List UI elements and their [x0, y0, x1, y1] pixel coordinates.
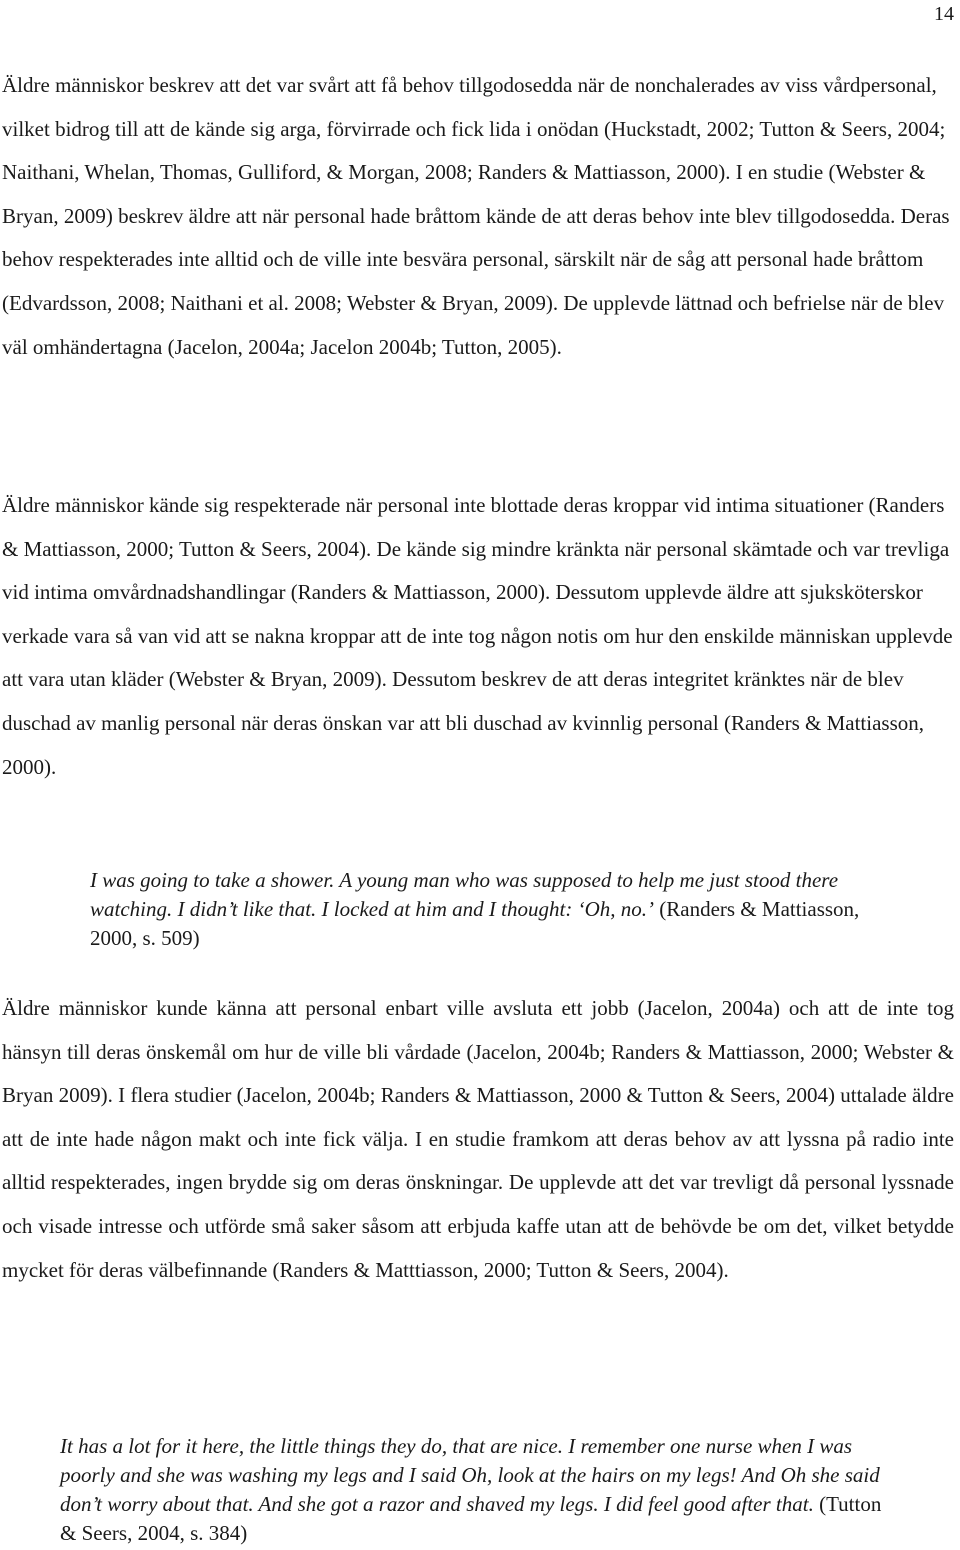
- quote-citation: (Randers & Mattiasson, 2000, s. 509): [90, 897, 860, 950]
- paragraph-neglect: Äldre människor beskrev att det var svårt att få behov tillgodosedda när de nonchalerades av viss vårdpersonal, vilket bidrog till att de kände sig arga, förvirrade och fick lida i onödan (Huckstadt, 2002; Tutton & Seers, 2004; Naithani, Whelan, Thomas, Gulliford, & Morgan, 2008; Randers & Mattiasson, 2000). I en studie (Webster & Bryan, 2009) beskrev äldre att när personal hade bråttom kände de att deras behov inte blev tillgodosedda. Deras behov respekterades inte alltid och de ville inte besvära personal, särskilt när de såg att personal hade bråttom (Edvardsson, 2008; Naithani et al. 2008; Webster & Bryan, 2009). De upplevde lättnad och befrielse när de blev väl omhändertagna (Jacelon, 2004a; Jacelon 2004b; Tutton, 2005).: [2, 73, 950, 359]
- paragraph-intimate-care: Äldre människor kände sig respekterade när personal inte blottade deras kroppar vid intima situationer (Randers & Mattiasson, 2000; Tutton & Seers, 2004). De kände sig mindre kränkta när personal skämtade och var trevliga vid intima omvårdnadshandlingar (Randers & Mattiasson, 2000). Dessutom upplevde äldre att sjuksköterskor verkade vara så van vid att se nakna kroppar att de inte tog någon notis om hur den enskilde människan upplevde att vara utan kläder (Webster & Bryan, 2009). Dessutom beskrev de att deras integritet kränktes när de blev duschad av manlig personal när deras önskan var att bli duschad av kvinnlig personal (Randers & Mattiasson, 2000).: [2, 493, 953, 779]
- paragraph-autonomy: Äldre människor kunde känna att personal enbart ville avsluta ett jobb (Jacelon, 2004a) och att de inte tog hänsyn till deras önskemål om hur de ville bli vårdade (Jacelon, 2004b; Randers & Mattiasson, 2000; Webster & Bryan 2009). I flera studier (Jacelon, 2004b; Randers & Mattiasson, 2000 & Tutton & Seers, 2004) uttalade äldre att de inte hade någon makt och inte fick välja. I en studie framkom att deras behov av att lyssna på radio inte alltid respekterades, ingen brydde sig om deras önskningar. De upplevde att det var trevligt då personal lyssnade och visade intresse och utförde små saker såsom att erbjuda kaffe utan att de behövde be om det, vilket betydde mycket för deras välbefinnande (Randers & Matttiasson, 2000; Tutton & Seers, 2004).: [2, 996, 954, 1282]
- quote-text: It has a lot for it here, the little things they do, that are nice. I remember one nurse when I was poorly and she was washing my legs and I said Oh, look at the hairs on my legs! And Oh she said don’t worry about that. And she got a razor and shaved my legs. I did feel good after that.: [60, 1434, 880, 1516]
- block-quote-shower: [90, 866, 890, 953]
- quote-text: I was going to take a shower. A young man who was supposed to help me just stood there watching. I didn’t like that. I locked at him and I thought: ‘Oh, no.’: [90, 868, 839, 921]
- page-number: 14: [934, 3, 954, 25]
- block-quote-little-things: [60, 1432, 900, 1548]
- quote-citation: (Tutton & Seers, 2004, s. 384): [60, 1492, 882, 1545]
